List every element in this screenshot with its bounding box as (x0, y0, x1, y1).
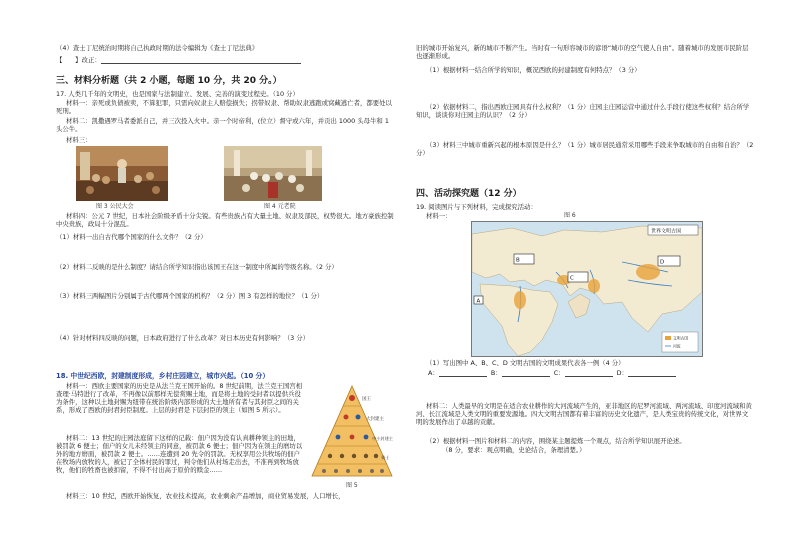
q17-material-3-label: 材料三： (66, 136, 92, 144)
fig4-senate-image (224, 146, 322, 201)
q18-question-2: （2）依据材料二，指出西欧庄园具有什么权利？（1 分）庄园主庄园运营中通过什么手段行使这些权利？结合所学知识，谈谈你对庄园主的认识？（2 分） (416, 103, 750, 119)
fig6-label: 图 6 (564, 212, 576, 219)
q19-answer-blanks: A： B： C： D： (428, 369, 766, 377)
q18-question-3: （3）材料三中城市重新兴起的根本原因是什么？（1 分）城市居民通常采用哪些手段来争取城市的自由和自治？（2 分） (416, 141, 754, 157)
map-title: 世界文明古国 (651, 228, 682, 235)
q17-question-4: （4）针对材料四反映的问题，日本政府进行了什么改革？对日本历史有何影响？（3 分） (56, 334, 310, 342)
world-civilizations-map (471, 221, 703, 357)
q19-question-1: （1）写出图中 A、B、C、D 文明古国的文明成果代表各一例（4 分） (426, 359, 625, 367)
section-3-title: 三、材料分析题（共 2 小题，每题 10 分，共 20 分。） (56, 76, 282, 86)
q18-material-3: 材料三：10 世纪，西欧开始恢复，农业技术提高，农业剩余产品增加，商业贸易发展，人口增长， (66, 492, 345, 500)
q19-question-2: （2）根据材料一图片和材料二的内容，围绕某主题提炼一个观点，结合所学知识展开论述。 (426, 437, 686, 445)
fig4-caption: 图 4 元老院 (264, 203, 296, 210)
q19-material-1-label: 材料一： (426, 212, 452, 220)
q17-question-1: （1）材料一出自古代哪个国家的什么文件？（2 分） (56, 233, 207, 241)
q17-intro: 17. 人类几千年的文明史，也是国家与法制建立、发展、完善的演变过程史。（10 分） (56, 90, 299, 98)
q4-line: （4）查士丁尼统治时期将自己执政时期的法令编辑为《查士丁尼法典》 (56, 44, 259, 52)
map-label-c: C (570, 275, 574, 282)
q19-question-2-requirement: （8 分，要求：观点明确，史论结合，条理清楚。） (442, 446, 586, 454)
q17-material-1: 材料一：亲死或负债被卖，不算犯罪，只需向奴隶主人赔偿损失；拐带奴隶、帮助奴隶逃跑或窝藏逃亡者，都要处以死刑。 (56, 99, 392, 115)
fig3-caption: 图 3 公民大会 (96, 203, 134, 210)
map-label-a: A (476, 298, 481, 305)
pyramid-level-4: 骑士 (381, 455, 390, 460)
section-4-title: 四、活动探究题（12 分） (416, 189, 522, 199)
map-legend-civ: 文明古国 (673, 335, 689, 341)
q17-question-3: （3）材料三两幅图片分别属于古代哪两个国家的机构？（2 分）图 3 有怎样的地位？（1 分） (56, 292, 324, 300)
q19-intro: 19. 阅读图片与下列材料，完成探究活动： (416, 203, 537, 211)
pyramid-level-2: 大封建主 (366, 417, 384, 422)
q18-material-1: 材料一：西欧主要国家的历史是从法兰克王国开始的。8 世纪前期，法兰克王国宫相查理·马特进行了改革，不再像以前那样无偿赏赐土地，而是将土地的受封者以提供兵役为条件，这种以土地封赐为纽带在统治阶级内部形成的大土地所有者与其封臣之间的关系，形成了西欧的封君封臣制度。上层的封君是下层封臣的领主（如图 5 所示）。 (56, 382, 303, 414)
q18-material-2: 材料二：13 世纪的庄园法庭留下这样的记载：佃户因为没有认真耕种领主的田地，被罚款 6 便士；佃户的女儿未经领主的同意，被罚款 6 便士；佃户因为在领主的磨坊以外的地方磨面，被罚款 2 便士。……连遭到 20 先令的罚款。无权享用公共牧场的佃户在牧场内放牧的人，被记了全体村民的罪过，判令他们从村场走出去，不准再到牧场放牧，他们的牲畜也被扣留，不得不付出高于原价的赎金…… (56, 434, 303, 474)
q18-question-1: （1）根据材料一结合所学的知识，概况西欧的封建制度有何特点？（3 分） (426, 66, 641, 74)
map-legend-river: 河流 (673, 343, 681, 349)
fig3-assembly-image (76, 146, 168, 201)
q18-material-3-continued: 旧的城市开始复兴，新的城市不断产生。当时有一句形容城市的谚语“城市的空气使人自由”。随着城市的发展市民阶层也逐渐形成。 (416, 44, 749, 60)
pyramid-level-king: 国王 (362, 397, 371, 402)
q18-title: 18. 中世纪西欧，封建制度形成，乡村庄园建立，城市兴起。（10 分） (56, 372, 270, 380)
fig5-caption: 图 5 (346, 482, 358, 489)
q4-answer-line: 【 】改正： (56, 56, 394, 64)
q17-material-4: 材料四：公元 7 世纪，日本社会阶级矛盾十分尖锐。有些贵族占有大量土地、奴隶及部民，权势很大。地方豪族控制中央贵族，政局十分混乱。 (56, 212, 394, 228)
map-label-b: B (516, 257, 520, 264)
fig5-feudal-pyramid (310, 384, 394, 480)
map-label-d: D (660, 259, 665, 266)
q19-material-2: 材料二：人类最早的文明是在适合农业耕作的大河流域产生的，亚非地区的尼罗河流域、两河流域、印度河流域和黄河、长江流域是人类文明的重要发源地。四大文明古国都有着丰富的历史文化遗产，是人类宝贵的传统文化，对世界文明的发展作出了卓越的贡献。 (416, 402, 752, 426)
q17-question-2: （2）材料二反映的是什么制度？请结合所学知识指出该国王在这一制度中所属的等级名称。（2 分） (56, 263, 338, 271)
q17-material-2: 材料二：凯撒遇罗马者委派自己，并三次投入火中。亲一个时帝利，(位立）督守或六年，并贡出 1000 头母牛和 1 头公牛。 (56, 117, 389, 133)
pyramid-level-3: 中小封建主 (372, 436, 393, 441)
